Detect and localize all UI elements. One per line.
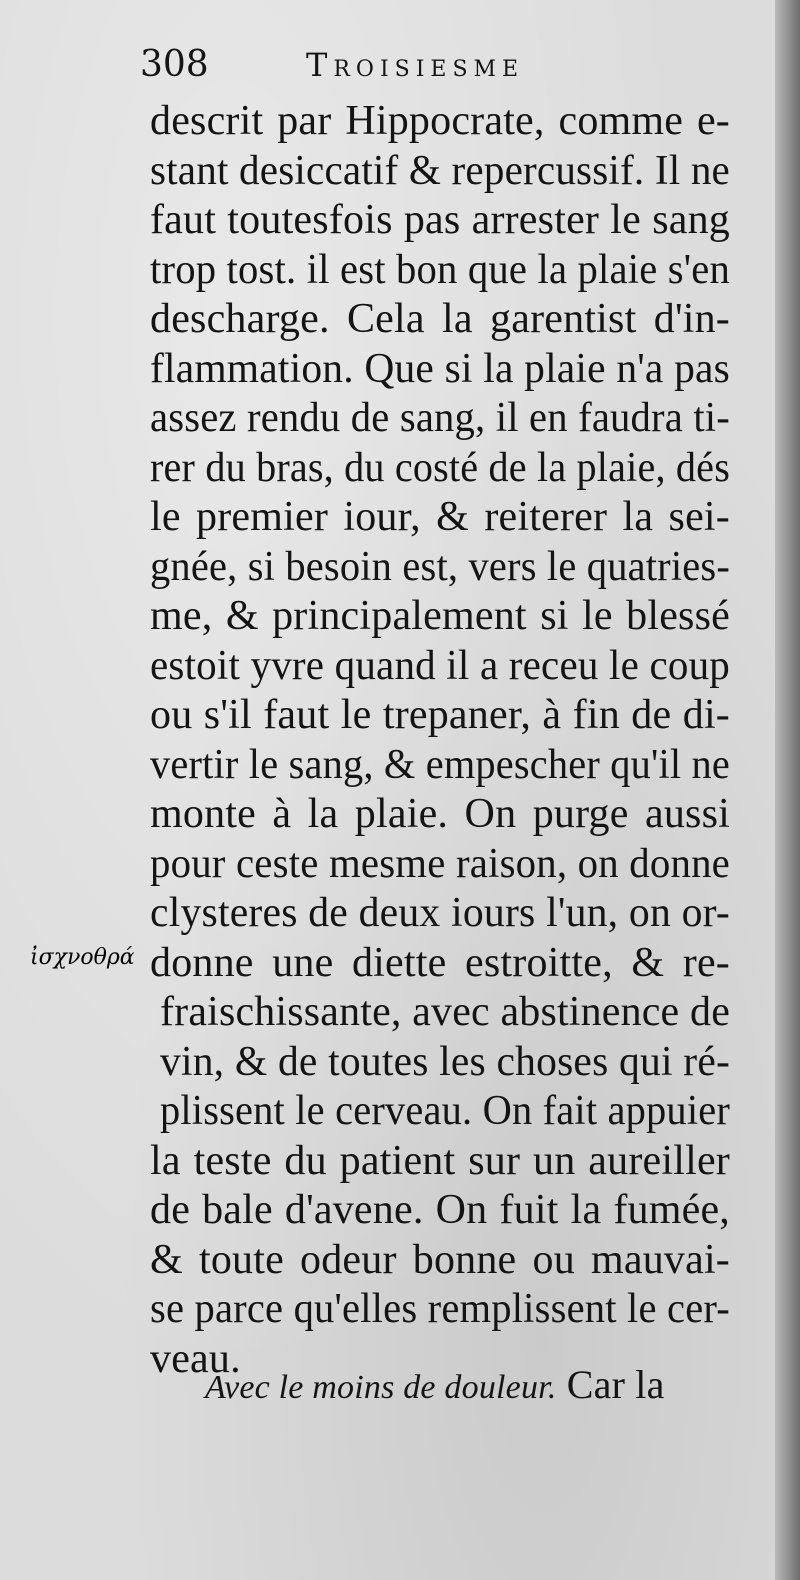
text-line: flammation. Que si la plaie n'a pas: [150, 345, 730, 392]
text-line: estoit yvre quand il a receu le coup: [150, 642, 730, 689]
text-line: vin, & de toutes les choses qui ré-: [160, 1038, 730, 1085]
text-line: & toute odeur bonne ou mauvai-: [150, 1236, 730, 1283]
text-line: plissent le cerveau. On fait appuier: [160, 1088, 730, 1134]
page-edge-shadow: [775, 0, 800, 1580]
text-line: faut toutesfois pas arrester le sang: [150, 197, 730, 243]
text-line: stant desiccatif & repercussif. Il ne: [150, 147, 730, 194]
text-line: descharge. Cela la garentist d'in-: [150, 296, 730, 342]
text-line: gnée, si besoin est, vers le quatries-: [150, 543, 730, 590]
running-head: [140, 44, 740, 94]
closing-text: Car la: [566, 1362, 665, 1407]
text-line: veau.: [150, 1335, 241, 1382]
text-line: donne une diette estroitte, & re-: [150, 939, 730, 986]
text-line: vertir le sang, & empescher qu'il ne: [150, 741, 730, 788]
page-number: 308: [140, 44, 209, 85]
text-line: pour ceste mesme raison, on donne: [150, 840, 730, 887]
text-line: trop tost. il est bon que la plaie s'en: [150, 246, 730, 293]
text-line: descrit par Hippocrate, comme e-: [150, 98, 730, 144]
text-line: clysteres de deux iours l'un, on or-: [150, 890, 730, 936]
text-line: me, & principalement si le blessé: [150, 593, 730, 639]
text-line: se parce qu'elles remplissent le cer-: [150, 1286, 730, 1332]
running-title: Troisiesme: [306, 46, 525, 84]
italic-lemma: Avec le moins de douleur.: [205, 1369, 557, 1406]
text-line: la teste du patient sur un aureiller: [150, 1137, 730, 1184]
margin-note: ἰσχνοθρά: [30, 945, 135, 970]
text-line: monte à la plaie. On purge aussi: [150, 791, 730, 837]
text-line: le premier iour, & reiterer la sei-: [150, 494, 730, 540]
text-line: fraischissante, avec abstinence de: [160, 989, 730, 1035]
text-line: de bale d'avene. On fuit la fumée,: [150, 1187, 730, 1233]
text-line: rer du bras, du costé de la plaie, dés: [150, 444, 730, 491]
text-line: ou s'il faut le trepaner, à fin de di-: [150, 692, 730, 738]
text-line: assez rendu de sang, il en faudra ti-: [150, 395, 730, 441]
closing-line: [205, 1360, 665, 1413]
